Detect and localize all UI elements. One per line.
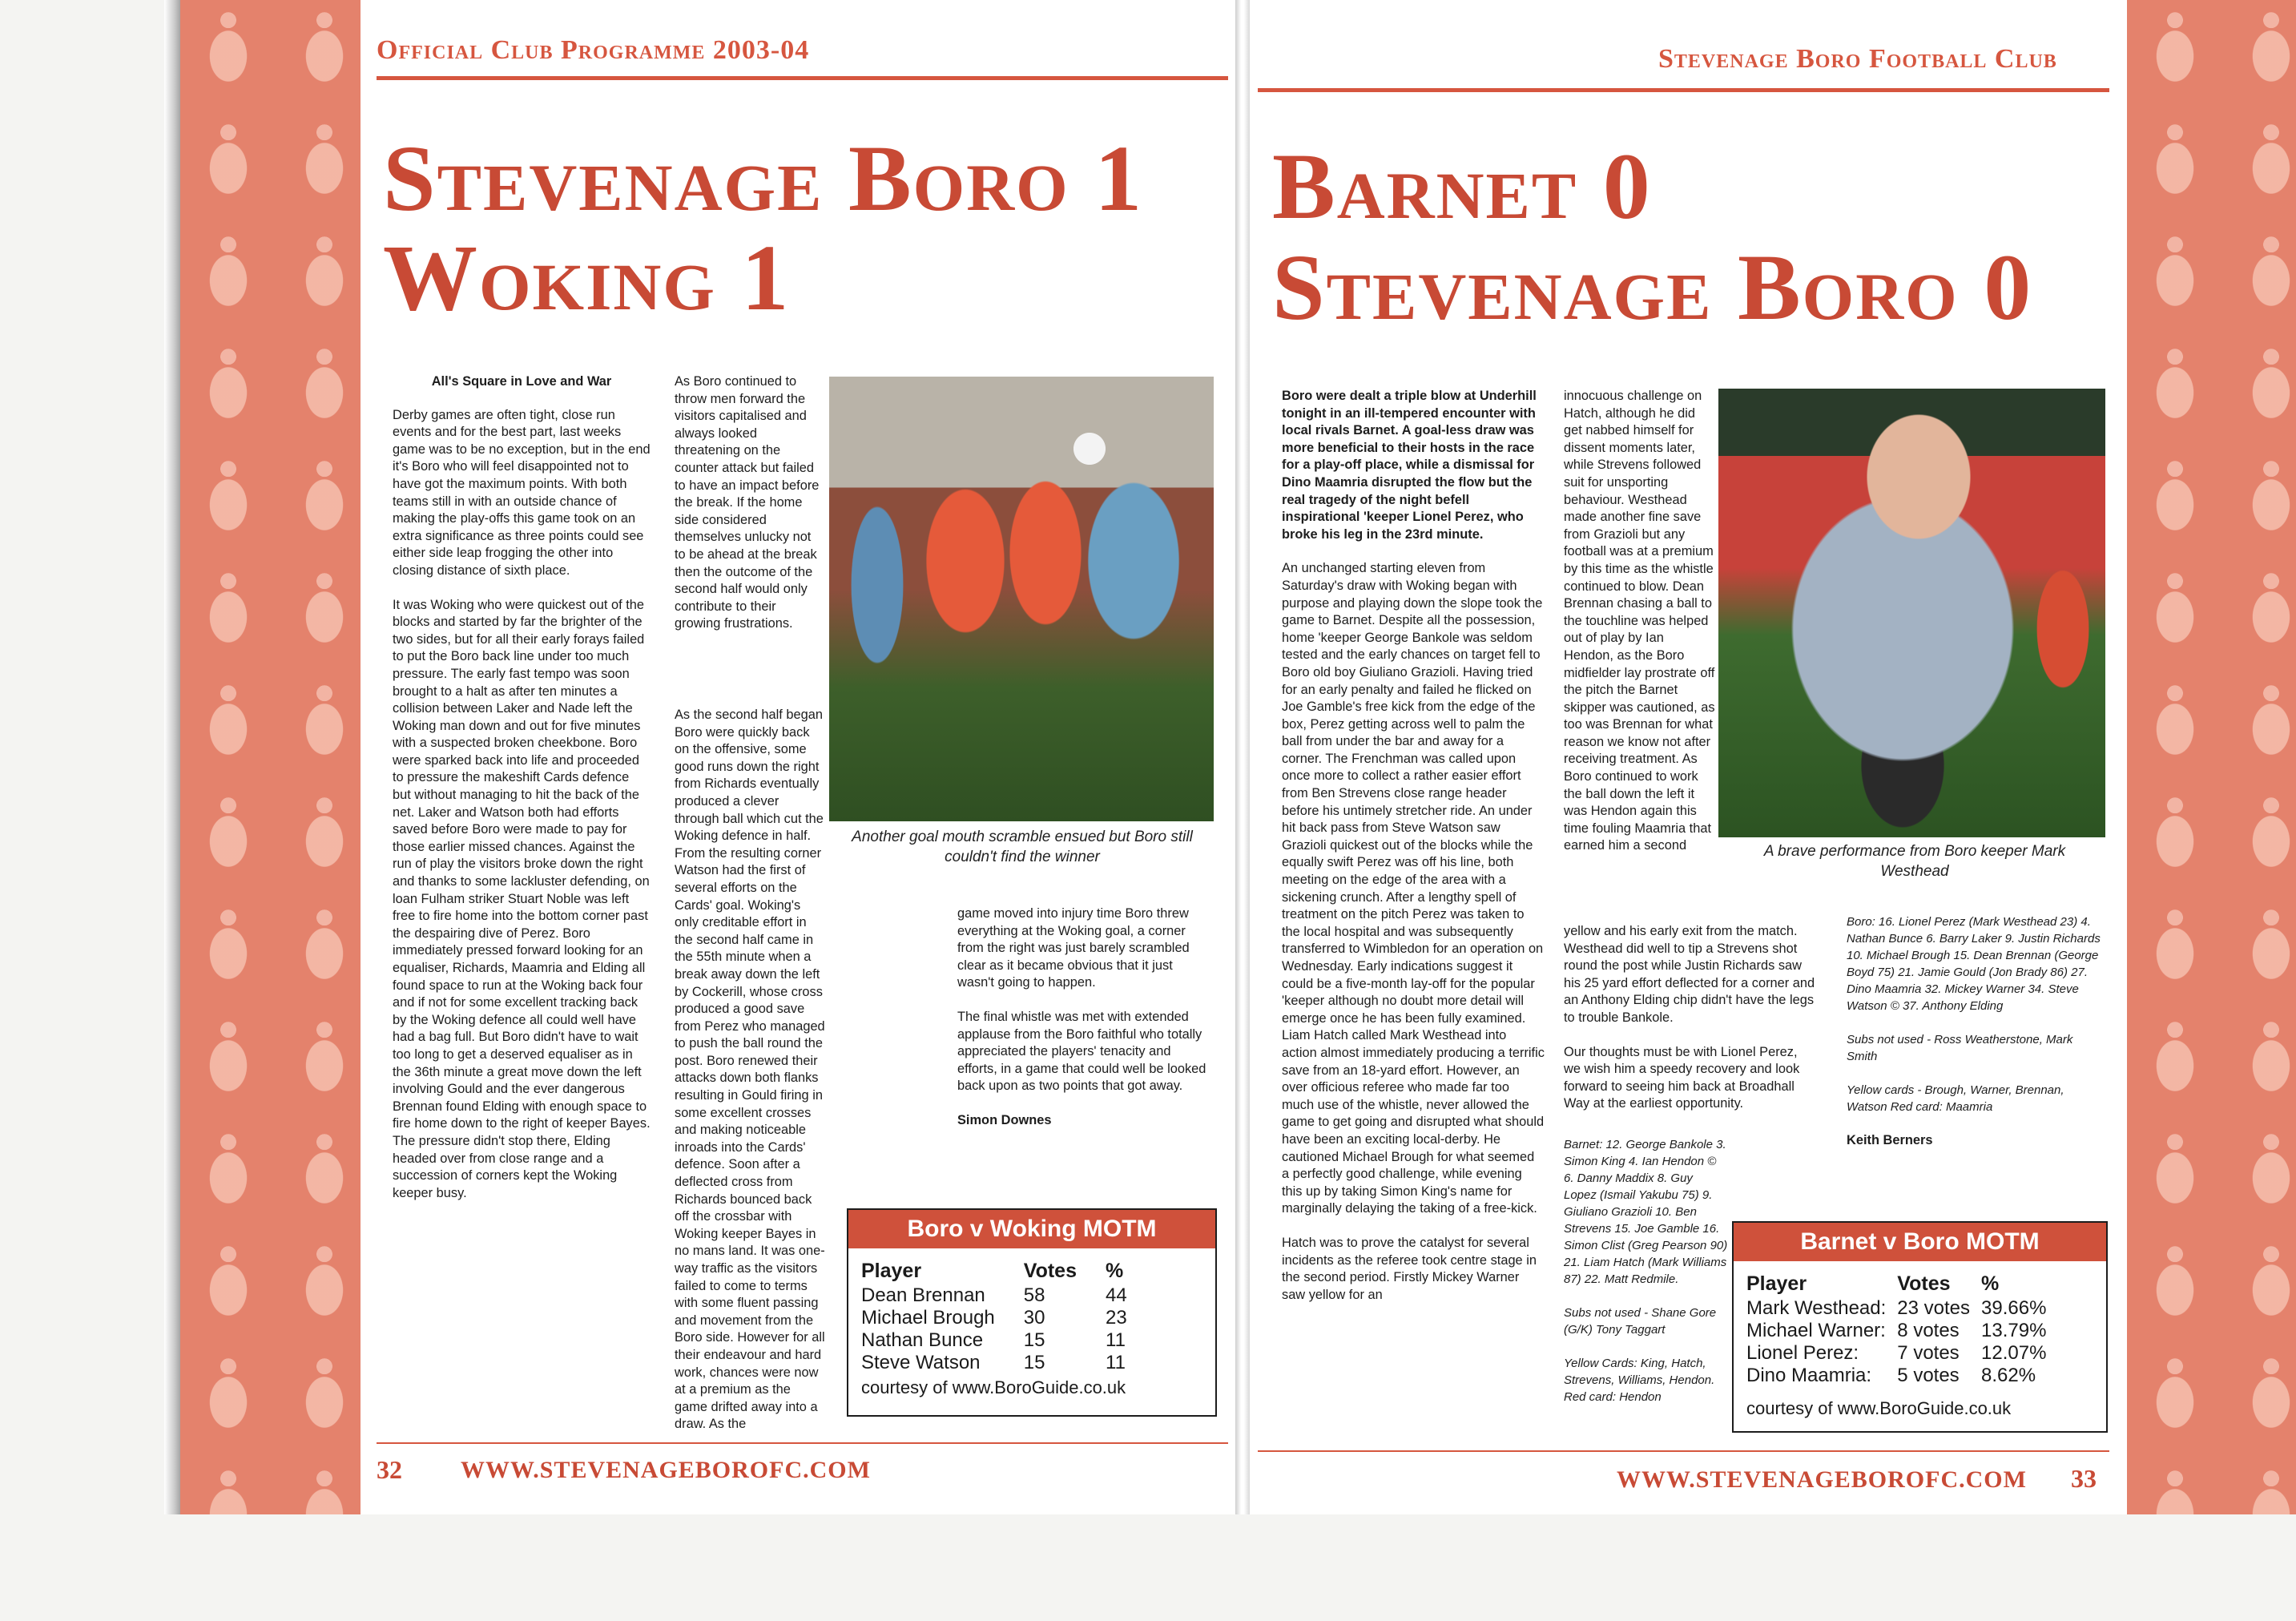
votes-cell: 58	[1023, 1284, 1045, 1306]
barnet-cards: Yellow Cards: King, Hatch, Strevens, Williams, Hendon. Red card: Hendon	[1564, 1357, 1715, 1404]
right-page-number: 33	[2071, 1464, 2097, 1493]
table-row	[1746, 1297, 2075, 1320]
table-header-row	[1746, 1272, 2075, 1297]
table-row	[861, 1329, 1156, 1352]
left-photo-caption: Another goal mouth scramble ensued but Boro still couldn't find the winner	[852, 829, 1193, 865]
right-headline-line1: Barnet 0	[1272, 134, 1652, 239]
left-page-number: 32	[377, 1455, 402, 1484]
right-bottom-rule	[1258, 1450, 2109, 1452]
motm-title: Boro v Woking MOTM	[848, 1210, 1215, 1248]
boro-cards: Yellow cards - Brough, Warner, Brennan, Watson Red card: Maamria	[1847, 1083, 2064, 1114]
percent-cell: 39.66%	[1981, 1297, 2047, 1319]
left-crest-border	[180, 0, 361, 1514]
table-row	[1746, 1320, 2075, 1342]
column-header: %	[1981, 1272, 2000, 1295]
paragraph: Derby games are often tight, close run events and for the best part, last weeks game was to be no exception, but in the end it's Boro who will feel disappointed not to have got the maximum points. With both teams still in with an outside chance of making the play-offs this game took on an extra significance as three points could see either side leap frogging the other into closing distance of sixth place.	[393, 407, 651, 578]
left-motm-table	[847, 1208, 1217, 1417]
votes-cell: 15	[1023, 1329, 1045, 1351]
boro-team: Boro: 16. Lionel Perez (Mark Westhead 23) 4. Nathan Bunce 6. Barry Laker 9. Justin Richards 10. Michael Brough 15. Dean Brennan (George Boyd 75) 21. Jamie Gould (Jon Brady 86) 27. Dino Maamria 32. Mickey Warner 34. Steve Watson © 37. Anthony Elding	[1847, 915, 2101, 1013]
votes-cell: 5 votes	[1897, 1365, 1960, 1386]
paragraph: Our thoughts must be with Lionel Perez, we wish him a speedy recovery and look forward to seeing him back at Broadhall Way at the earliest opportunity.	[1564, 1044, 1800, 1111]
percent-cell: 8.62%	[1981, 1365, 2036, 1386]
left-column-2-top	[675, 373, 825, 650]
right-top-rule	[1258, 88, 2109, 92]
right-column-1	[1282, 388, 1545, 1321]
player-cell: Lionel Perez:	[1746, 1342, 1859, 1364]
paragraph: As the second half began Boro were quickly back on the offensive, some good runs down the right from Richards eventually produced a clever through ball which cut the Woking defence in half. From the resulting corner Watson had the first of several efforts on the Cards' goal. Woking's only creditable effort in the second half came in the 55th minute when a break away down the left by Cockerill, whose cross produced a good save from Perez who managed to push the ball round the post. Boro renewed their attacks down both flanks resulting in Gould firing in some excellent crosses and making noticeable inroads into the Cards' defence. Soon after a deflected cross from Richards bounced back off the crossbar with Woking keeper Bayes in no mans land. It was one-way traffic as the visitors failed to come to terms with some fluent passing and movement from the Boro side. However for all their endeavour and hard work, chances were now at a premium as the game drifted away into a draw. As the	[675, 708, 825, 1432]
right-headline-line2: Stevenage Boro 0	[1272, 235, 2033, 340]
column-header: Player	[861, 1260, 922, 1282]
votes-cell: 30	[1023, 1307, 1045, 1329]
column-header: Votes	[1897, 1272, 1951, 1295]
column-header: Votes	[1023, 1260, 1077, 1282]
motm-votes-table	[1746, 1272, 2075, 1387]
percent-cell: 44	[1106, 1284, 1127, 1306]
percent-cell: 13.79%	[1981, 1320, 2047, 1341]
player-cell: Mark Westhead:	[1746, 1297, 1887, 1319]
right-photo-caption: A brave performance from Boro keeper Mark Westhead	[1763, 843, 2066, 880]
spine-shadow	[164, 0, 182, 1514]
left-column-2-mid	[675, 707, 825, 1450]
motm-courtesy: courtesy of www.BoroGuide.co.uk	[861, 1377, 1126, 1397]
player-cell: Michael Warner:	[1746, 1320, 1886, 1341]
left-bottom-rule	[377, 1442, 1228, 1444]
column-header: Player	[1746, 1272, 1807, 1295]
table-row	[861, 1284, 1156, 1307]
right-running-head: Stevenage Boro Football Club	[1658, 44, 2057, 74]
paragraph: game moved into injury time Boro threw everything at the Woking goal, a corner from the right was just barely scrambled clear as it became obvious that it just wasn't going to happen.	[957, 906, 1190, 990]
paragraph: Hatch was to prove the catalyst for several incidents as the referee took centre stage in the second period. Firstly Mickey Warner saw yellow for an	[1282, 1235, 1537, 1302]
table-row	[861, 1352, 1156, 1374]
left-running-head: Official Club Programme 2003-04	[377, 35, 810, 65]
paragraph: The final whistle was met with extended applause from the Boro faithful who totally appreciated the players' tenacity and efforts, in a game that could well be looked back upon as two points that got away.	[957, 1009, 1206, 1094]
left-headline-line1: Stevenage Boro 1	[383, 126, 1144, 231]
player-cell: Dino Maamria:	[1746, 1365, 1872, 1386]
paragraph: yellow and his early exit from the match. Westhead did well to tip a Strevens shot round the post while Justin Richards saw his 25 yard effort deflected for a corner and an Anthony Elding chip didn't have the legs to trouble Bankole.	[1564, 924, 1815, 1025]
paragraph: It was Woking who were quickest out of the blocks and started by far the brighter of the two sides, but for all their early forays failed to put the Boro back line under too much pressure. The early fast tempo was soon brought to a halt as after ten minutes a collision between Laker and Nade left the Woking man down and out for five minutes with a suspected broken cheekbone. Boro were sparked back into life and proceeded to pressure the makeshift Cards defence but without managing to hit the back of the net. Laker and Watson both had efforts saved before Boro were made to pay for those earlier missed chances. Against the run of play the visitors broke down the right and thanks to some lackluster defending, on loan Fulham striker Stuart Noble was left free to fire home into the bottom corner past the despairing dive of Perez. Boro immediately pressed forward looking for an equaliser, Richards, Maamria and Elding all found space to run at the Woking back four and if not for some excellent tracking back by the Woking defence all could well have had a bag full. But Boro didn't have to wait too long to get a deserved equaliser as in the 36th minute a great move down the left involving Gould and the ever dangerous Brennan found Elding with enough space to fire home down to the right of keeper Bayes. The pressure didn't stop there, Elding headed over from close range and a succession of corners kept the Woking keeper busy.	[393, 597, 651, 1200]
player-cell: Dean Brennan	[861, 1284, 985, 1306]
left-column-1	[393, 373, 651, 1219]
motm-title: Barnet v Boro MOTM	[1734, 1223, 2106, 1261]
boro-lineup	[1847, 913, 2103, 1166]
percent-cell: 23	[1106, 1307, 1127, 1329]
right-footer-url: WWW.STEVENAGEBOROFC.COM	[1617, 1466, 2027, 1493]
right-column-2-wide	[1564, 923, 1817, 1130]
player-cell: Michael Brough	[861, 1307, 995, 1329]
barnet-team: Barnet: 12. George Bankole 3. Simon King 4. Ian Hendon © 6. Danny Maddix 8. Guy Lopez (Ismail Yakubu 75) 9. Giuliano Grazioli 10. Ben Strevens 15. Joe Gamble 16. Simon Clist (Greg Pearson 90) 21. Liam Hatch (Mark Williams 87) 22. Matt Redmile.	[1564, 1138, 1728, 1286]
right-byline: Keith Berners	[1847, 1133, 1933, 1147]
votes-cell: 7 votes	[1897, 1342, 1960, 1364]
goalmouth-scramble-photo	[829, 377, 1214, 821]
votes-cell: 8 votes	[1897, 1320, 1960, 1341]
player-cell: Nathan Bunce	[861, 1329, 984, 1351]
paragraph: As Boro continued to throw men forward the visitors capitalised and always looked threatening on the counter attack but failed to have an impact before the break. If the home side considered themselves unlucky not to be ahead at the break then the outcome of the second half would only contribute to their growing frustrations.	[675, 374, 820, 631]
column-header: %	[1106, 1260, 1124, 1282]
left-top-rule	[377, 76, 1228, 80]
player-cell: Steve Watson	[861, 1352, 981, 1373]
right-column-2-top	[1564, 388, 1716, 872]
percent-cell: 12.07%	[1981, 1342, 2047, 1364]
paragraph: innocuous challenge on Hatch, although he did get nabbed himself for dissent moments later, while Strevens followed suit for unsporting behaviour. Westhead made another fine save from Grazioli but any football was at a premium by this time as the whistle continued to blow. Dean Brennan chasing a ball to the touchline was helped out of play by Ian Hendon, as the Boro midfielder lay prostrate off the pitch the Barnet skipper was cautioned, as too was Brennan for what reason we know not after receiving treatment. As Boro continued to work the ball down the left it was Hendon again this time fouling Maamria that earned him a second	[1564, 389, 1715, 853]
table-row	[1746, 1365, 2075, 1387]
motm-votes-table	[861, 1260, 1156, 1374]
table-row	[1746, 1342, 2075, 1365]
right-motm-table	[1732, 1221, 2108, 1433]
goalkeeper-westhead-photo	[1718, 389, 2105, 837]
table-header-row	[861, 1260, 1156, 1284]
left-footer-url: WWW.STEVENAGEBOROFC.COM	[461, 1457, 871, 1483]
article-subhead: All's Square in Love and War	[431, 374, 612, 389]
left-column-3	[957, 905, 1212, 1147]
left-byline: Simon Downes	[957, 1112, 1052, 1127]
paragraph: An unchanged starting eleven from Saturday's draw with Woking began with purpose and playing down the slope took the game to Barnet. Despite all the possession, home 'keeper George Bankole was seldom tested and the early chances on target fell to Boro old boy Giuliano Grazioli. Having tried for an early penalty and failed he flicked on Joe Gamble's free kick from the edge of the box, Perez getting across well to palm the ball from under the bar and away for a corner. The Frenchman was called upon once more to collect a rather easier effort from Ben Strevens close range header before his untimely stretcher ride. An under hit back pass from Steve Watson saw Grazioli quickest out of the blocks while the equally swift Perez was off his line, both meeting on the edge of the area with a sickening crunch. After a lengthy spell of treatment on the pitch Perez was taken to the local hospital and was subsequently transferred to Wimbledon for an operation on Wednesday. Early indications suggest it could be a five-month lay-off for the popular 'keeper although no doubt more detail will emerge once he has been fully examined. Liam Hatch called Mark Westhead into action almost immediately producing a terrific save from an 18-yard effort. However, an over officious referee who made far too much use of the whistle, never allowed the game to get going and disrupted what should have been an exciting local-derby. He cautioned Michael Brough for what seemed a perfectly good challenge, while evening this up by taking Simon King's name for marginally delaying the taking of a free-kick.	[1282, 561, 1545, 1216]
right-crest-border	[2127, 0, 2296, 1514]
barnet-lineup	[1564, 1136, 1728, 1422]
votes-cell: 15	[1023, 1352, 1045, 1373]
center-gutter	[1235, 0, 1250, 1514]
left-headline-line2: Woking 1	[383, 225, 791, 330]
percent-cell: 11	[1106, 1352, 1126, 1373]
article-intro: Boro were dealt a triple blow at Underhill tonight in an ill-tempered encounter with local rivals Barnet. A goal-less draw was more beneficial to their hosts in the race for a play-off place, while a dismissal for Dino Maamria disrupted the flow but the real tragedy of the night befell inspirational 'keeper Lionel Perez, who broke his leg in the 23rd minute.	[1282, 389, 1537, 542]
boro-subs: Subs not used - Ross Weatherstone, Mark Smith	[1847, 1033, 2073, 1063]
table-row	[861, 1307, 1156, 1329]
votes-cell: 23 votes	[1897, 1297, 1971, 1319]
percent-cell: 11	[1106, 1329, 1126, 1351]
barnet-subs: Subs not used - Shane Gore (G/K) Tony Taggart	[1564, 1306, 1717, 1337]
motm-courtesy: courtesy of www.BoroGuide.co.uk	[1746, 1398, 2012, 1418]
